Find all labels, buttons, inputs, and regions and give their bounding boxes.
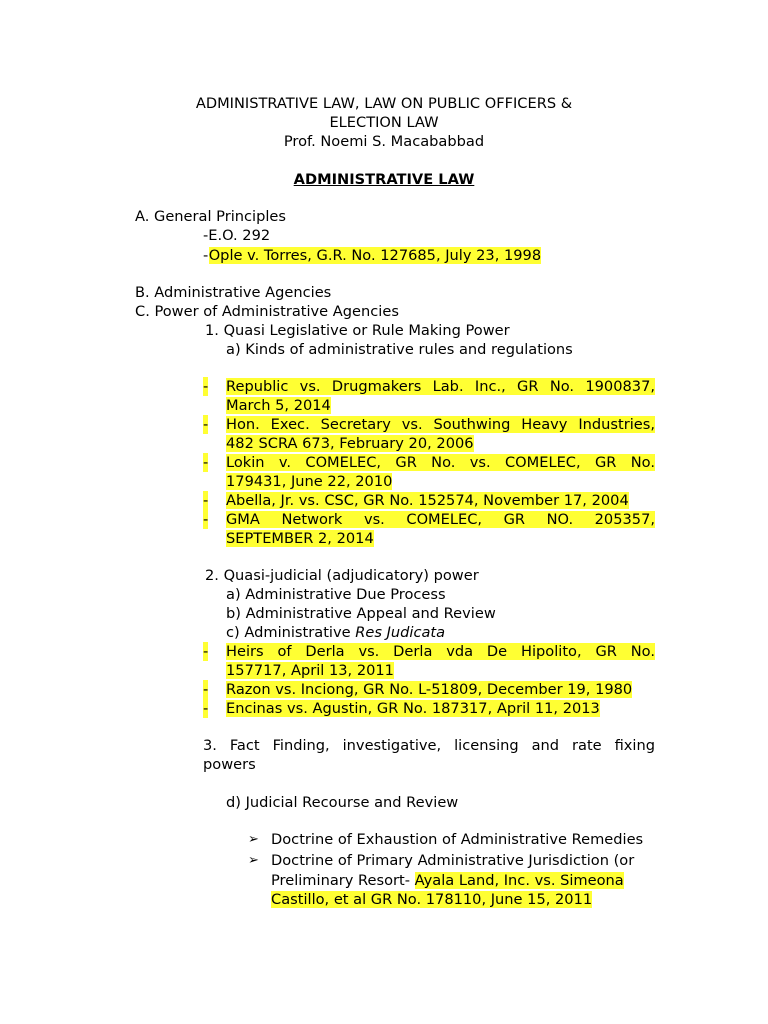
case-dash: - [203, 643, 209, 660]
case-razon-line1: Razon vs. Inciong, GR No. L-51809, December 19, 1980 [226, 681, 633, 698]
outline-c-label: C. Power of Administrative Agencies [135, 303, 399, 320]
arrow-bullet-icon: ➢ [248, 832, 259, 847]
judicial-recourse-label: d) Judicial Recourse and Review [226, 794, 459, 811]
doctrine-primary-jurisdiction-line2: Preliminary Resort- Ayala Land, Inc. vs. Simeona [271, 872, 624, 889]
case-dash: - [203, 416, 209, 433]
case-dash: - [203, 511, 209, 528]
doctrine-exhaustion: Doctrine of Exhaustion of Administrative Remedies [271, 831, 644, 848]
outline-a-label: A. General Principles [135, 208, 286, 225]
power-3-line1: 3. Fact Finding, investigative, licensing and rate fixing [203, 737, 655, 754]
document-title-line2: ELECTION LAW [329, 114, 439, 131]
case-dash: - [203, 492, 209, 509]
section-title: ADMINISTRATIVE LAW [293, 171, 475, 188]
case-republic-drugmakers-line2: March 5, 2014 [226, 397, 331, 414]
case-dash: - [203, 378, 209, 395]
case-republic-drugmakers-line1: Republic vs. Drugmakers Lab. Inc., GR No. 1900837, [226, 378, 655, 395]
case-dash: - [203, 700, 209, 717]
power-2-label: 2. Quasi-judicial (adjudicatory) power [205, 567, 479, 584]
case-gma-line2: SEPTEMBER 2, 2014 [226, 530, 374, 547]
case-abella-line1: Abella, Jr. vs. CSC, GR No. 152574, November 17, 2004 [226, 492, 629, 509]
case-gma-line1: GMA Network vs. COMELEC, GR NO. 205357, [226, 511, 655, 528]
outline-a-item-case [203, 246, 541, 265]
doctrine-primary-jurisdiction-line1: Doctrine of Primary Administrative Jurisdiction (or [271, 852, 635, 869]
case-ayala-land-line1: Ayala Land, Inc. vs. Simeona [414, 872, 624, 889]
professor-name: Prof. Noemi S. Macababbad [283, 133, 485, 150]
outline-a-item-eo: -E.O. 292 [203, 227, 271, 244]
dash-prefix: - [203, 247, 209, 264]
case-southwing-line1: Hon. Exec. Secretary vs. Southwing Heavy Industries, [226, 416, 655, 433]
case-dash: - [203, 681, 209, 698]
case-lokin-line2: 179431, June 22, 2010 [226, 473, 393, 490]
power-2-sub-c: c) Administrative Res Judicata [226, 624, 446, 641]
case-southwing-line2: 482 SCRA 673, February 20, 2006 [226, 435, 474, 452]
case-lokin-line1: Lokin v. COMELEC, GR No. vs. COMELEC, GR No. [226, 454, 655, 471]
power-1-sub-a: a) Kinds of administrative rules and regulations [226, 341, 573, 358]
doctrine-primary-jurisdiction-line3 [271, 890, 592, 909]
case-ople-v-torres: Ople v. Torres, G.R. No. 127685, July 23, 1998 [208, 247, 542, 264]
case-ayala-land-line2: Castillo, et al GR No. 178110, June 15, 2011 [271, 891, 593, 908]
case-derla-line2: 157717, April 13, 2011 [226, 662, 394, 679]
power-2-sub-b: b) Administrative Appeal and Review [226, 605, 496, 622]
power-3-line2: powers [203, 756, 256, 773]
case-derla-line1: Heirs of Derla vs. Derla vda De Hipolito, GR No. [226, 643, 655, 660]
case-encinas-line1: Encinas vs. Agustin, GR No. 187317, April 11, 2013 [226, 700, 600, 717]
document-title-line1: ADMINISTRATIVE LAW, LAW ON PUBLIC OFFICERS & [195, 95, 573, 112]
arrow-bullet-icon: ➢ [248, 853, 259, 868]
outline-b-label: B. Administrative Agencies [135, 284, 332, 301]
power-1-label: 1. Quasi Legislative or Rule Making Power [205, 322, 510, 339]
power-2-sub-a: a) Administrative Due Process [226, 586, 446, 603]
case-dash: - [203, 454, 209, 471]
